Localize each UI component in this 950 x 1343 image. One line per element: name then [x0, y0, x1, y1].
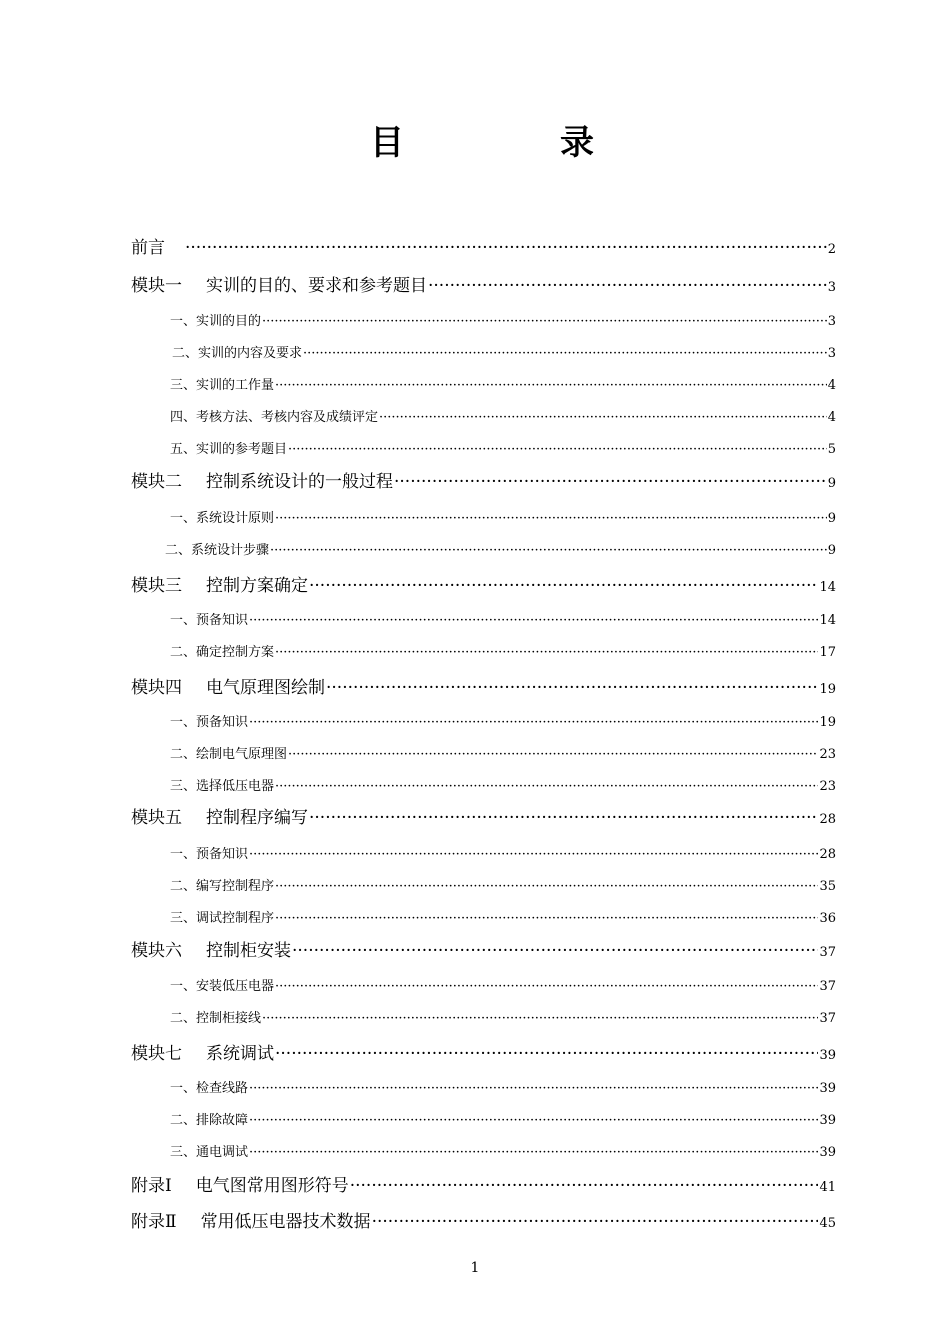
toc-entry-title: 控制系统设计的一般过程: [206, 472, 393, 492]
toc-entry-page-number: 9: [827, 511, 836, 526]
toc-entry-page-number: 4: [827, 378, 836, 393]
toc-entry-label: [131, 571, 308, 596]
toc-entry-page-number: 23: [819, 747, 836, 762]
toc-entry-page-number: 39: [819, 1113, 836, 1128]
toc-entry-label: [170, 711, 248, 730]
dot-leader: [249, 1145, 818, 1160]
toc-entry-label: [131, 936, 291, 961]
toc-entry-page-number: 3: [827, 314, 836, 329]
dot-leader: [275, 879, 818, 894]
toc-entry-number: 模块七: [131, 1044, 182, 1064]
toc-entry-label: [170, 310, 261, 329]
dot-leader: [275, 511, 827, 526]
toc-entry-number: 附录Ⅰ: [131, 1176, 172, 1196]
toc-entry-label: [131, 467, 393, 492]
page-number: 1: [470, 1260, 480, 1276]
dot-leader: [372, 1212, 819, 1232]
toc-chapter-entry[interactable]: [131, 571, 836, 596]
dot-leader: [428, 276, 827, 296]
toc-entry-page-number: 37: [819, 945, 836, 960]
toc-chapter-entry[interactable]: [131, 1039, 836, 1064]
toc-chapter-entry[interactable]: [131, 271, 836, 296]
toc-chapter-entry[interactable]: [131, 467, 836, 492]
toc-entry-page-number: 14: [819, 613, 836, 628]
dot-leader: [275, 378, 827, 393]
toc-entry-label: [131, 673, 325, 698]
toc-entry-title: 系统调试: [206, 1044, 274, 1064]
toc-entry-title: 二、编写控制程序: [170, 879, 275, 894]
toc-entry-label: [131, 803, 308, 828]
toc-entry-number: 模块四: [131, 678, 182, 698]
dot-leader: [249, 1113, 818, 1128]
toc-entry-label: [170, 875, 274, 894]
dot-leader: [303, 346, 827, 361]
toc-entry-label: [170, 775, 274, 794]
toc-entry-page-number: 35: [819, 879, 836, 894]
toc-entry-label: [170, 1077, 248, 1096]
toc-entry-page-number: 45: [819, 1216, 836, 1231]
toc-entry-title: 控制程序编写: [206, 808, 308, 828]
toc-entry-label: [170, 907, 274, 926]
toc-entry-title: 一、安装低压电器: [170, 979, 275, 994]
toc-section-entry[interactable]: [170, 1007, 836, 1026]
toc-entry-title: 二、排除故障: [170, 1113, 249, 1128]
toc-section-entry[interactable]: [170, 406, 836, 425]
dot-leader: [379, 410, 827, 425]
toc-entry-page-number: 4: [827, 410, 836, 425]
toc-section-entry[interactable]: [170, 609, 836, 628]
toc-entry-label: [170, 609, 248, 628]
toc-entry-label: [131, 1207, 371, 1232]
toc-entry-title: 电气原理图绘制: [206, 678, 325, 698]
toc-entry-label: [170, 438, 287, 457]
toc-section-entry[interactable]: [170, 1109, 836, 1128]
toc-entry-label: [170, 641, 274, 660]
dot-leader: [262, 314, 827, 329]
toc-section-entry[interactable]: [170, 907, 836, 926]
toc-entry-page-number: 19: [819, 715, 836, 730]
toc-entry-page-number: 23: [819, 779, 836, 794]
dot-leader: [275, 911, 818, 926]
toc-entry-page-number: 39: [819, 1081, 836, 1096]
toc-entry-title: 一、系统设计原则: [170, 511, 275, 526]
toc-entry-title: 二、确定控制方案: [170, 645, 275, 660]
toc-entry-title: 二、控制柜接线: [170, 1011, 262, 1026]
toc-entry-title: 三、通电调试: [170, 1145, 249, 1160]
dot-leader: [249, 847, 818, 862]
toc-entry-title: 二、实训的内容及要求: [172, 346, 303, 361]
toc-entry-page-number: 3: [827, 346, 836, 361]
toc-entry-number: 模块五: [131, 808, 182, 828]
toc-entry-page-number: 5: [827, 442, 836, 457]
toc-section-entry[interactable]: [170, 507, 836, 526]
toc-entry-page-number: 9: [827, 543, 836, 558]
toc-section-entry[interactable]: [170, 843, 836, 862]
title-char-1: 目: [370, 123, 404, 163]
toc-entry-label: [131, 271, 427, 296]
dot-leader: [275, 979, 818, 994]
dot-leader: [249, 715, 818, 730]
toc-chapter-entry[interactable]: [131, 1207, 836, 1232]
toc-chapter-entry[interactable]: [131, 673, 836, 698]
page-title: [0, 118, 950, 168]
toc-entry-number: 模块二: [131, 472, 182, 492]
toc-chapter-entry[interactable]: [131, 803, 836, 828]
toc-entry-label: [170, 507, 274, 526]
toc-entry-page-number: 28: [819, 847, 836, 862]
toc-entry-number: 附录Ⅱ: [131, 1212, 177, 1232]
toc-entry-title: 一、预备知识: [170, 613, 249, 628]
toc-entry-title: 一、预备知识: [170, 715, 249, 730]
dot-leader: [185, 238, 827, 258]
toc-section-entry[interactable]: [170, 310, 836, 329]
dot-leader: [270, 543, 827, 558]
dot-leader: [350, 1176, 819, 1196]
toc-section-entry[interactable]: [170, 438, 836, 457]
toc-entry-number: 模块三: [131, 576, 182, 596]
toc-entry-label: [131, 233, 165, 258]
toc-entry-label: [170, 975, 274, 994]
toc-entry-page-number: 17: [819, 645, 836, 660]
toc-entry-title: 五、实训的参考题目: [170, 442, 288, 457]
dot-leader: [288, 747, 818, 762]
toc-entry-title: 一、检查线路: [170, 1081, 249, 1096]
toc-entry-page-number: 39: [819, 1145, 836, 1160]
toc-entry-page-number: 2: [827, 242, 836, 257]
toc-entry-number: 前言: [131, 238, 165, 258]
toc-entry-page-number: 28: [819, 812, 836, 827]
toc-section-entry[interactable]: [170, 1077, 836, 1096]
toc-entry-label: [172, 342, 302, 361]
toc-section-entry[interactable]: [170, 641, 836, 660]
dot-leader: [394, 472, 827, 492]
toc-entry-label: [131, 1039, 274, 1064]
toc-entry-page-number: 37: [819, 1011, 836, 1026]
toc-entry-title: 三、实训的工作量: [170, 378, 275, 393]
toc-entry-page-number: 14: [819, 580, 836, 595]
toc-entry-title: 一、预备知识: [170, 847, 249, 862]
toc-entry-page-number: 36: [819, 911, 836, 926]
toc-section-entry[interactable]: [170, 875, 836, 894]
toc-entry-title: 一、实训的目的: [170, 314, 262, 329]
toc-entry-title: 电气图常用图形符号: [195, 1176, 349, 1196]
toc-entry-number: 模块六: [131, 941, 182, 961]
toc-entry-page-number: 39: [819, 1048, 836, 1063]
toc-entry-title: 三、选择低压电器: [170, 779, 275, 794]
dot-leader: [309, 808, 818, 828]
toc-entry-page-number: 37: [819, 979, 836, 994]
toc-section-entry[interactable]: [170, 1141, 836, 1160]
toc-entry-title: 常用低压电器技术数据: [200, 1212, 371, 1232]
toc-entry-label: [170, 743, 287, 762]
toc-entry-page-number: 9: [827, 476, 836, 491]
toc-entry-title: 二、系统设计步骤: [165, 543, 270, 558]
toc-section-entry[interactable]: [170, 775, 836, 794]
toc-entry-label: [170, 1109, 248, 1128]
toc-chapter-entry[interactable]: [131, 233, 836, 258]
toc-entry-label: [170, 374, 274, 393]
toc-entry-label: [170, 1007, 261, 1026]
dot-leader: [326, 678, 818, 698]
toc-chapter-entry[interactable]: [131, 1171, 836, 1196]
toc-section-entry[interactable]: [170, 374, 836, 393]
dot-leader: [275, 645, 818, 660]
toc-entry-label: [131, 1171, 349, 1196]
toc-section-entry[interactable]: [170, 743, 836, 762]
dot-leader: [275, 779, 818, 794]
dot-leader: [249, 613, 818, 628]
toc-entry-page-number: 41: [819, 1180, 836, 1195]
dot-leader: [288, 442, 827, 457]
dot-leader: [275, 1044, 818, 1064]
toc-entry-label: [165, 539, 269, 558]
toc-entry-page-number: 19: [819, 682, 836, 697]
toc-entry-label: [170, 1141, 248, 1160]
toc-entry-number: 模块一: [131, 276, 182, 296]
toc-chapter-entry[interactable]: [131, 936, 836, 961]
toc-entry-label: [170, 843, 248, 862]
toc-section-entry[interactable]: [170, 975, 836, 994]
toc-entry-title: 二、绘制电气原理图: [170, 747, 288, 762]
toc-entry-title: 控制柜安装: [206, 941, 291, 961]
toc-entry-title: 四、考核方法、考核内容及成绩评定: [170, 410, 379, 425]
toc-entry-title: 实训的目的、要求和参考题目: [206, 276, 427, 296]
title-char-2: 录: [560, 123, 594, 163]
toc-section-entry[interactable]: [170, 711, 836, 730]
dot-leader: [292, 941, 818, 961]
dot-leader: [309, 576, 818, 596]
toc-section-entry[interactable]: [165, 539, 836, 558]
dot-leader: [262, 1011, 818, 1026]
toc-entry-title: 三、调试控制程序: [170, 911, 275, 926]
toc-entry-page-number: 3: [827, 280, 836, 295]
dot-leader: [249, 1081, 818, 1096]
toc-section-entry[interactable]: [172, 342, 836, 361]
toc-entry-label: [170, 406, 378, 425]
toc-entry-title: 控制方案确定: [206, 576, 308, 596]
